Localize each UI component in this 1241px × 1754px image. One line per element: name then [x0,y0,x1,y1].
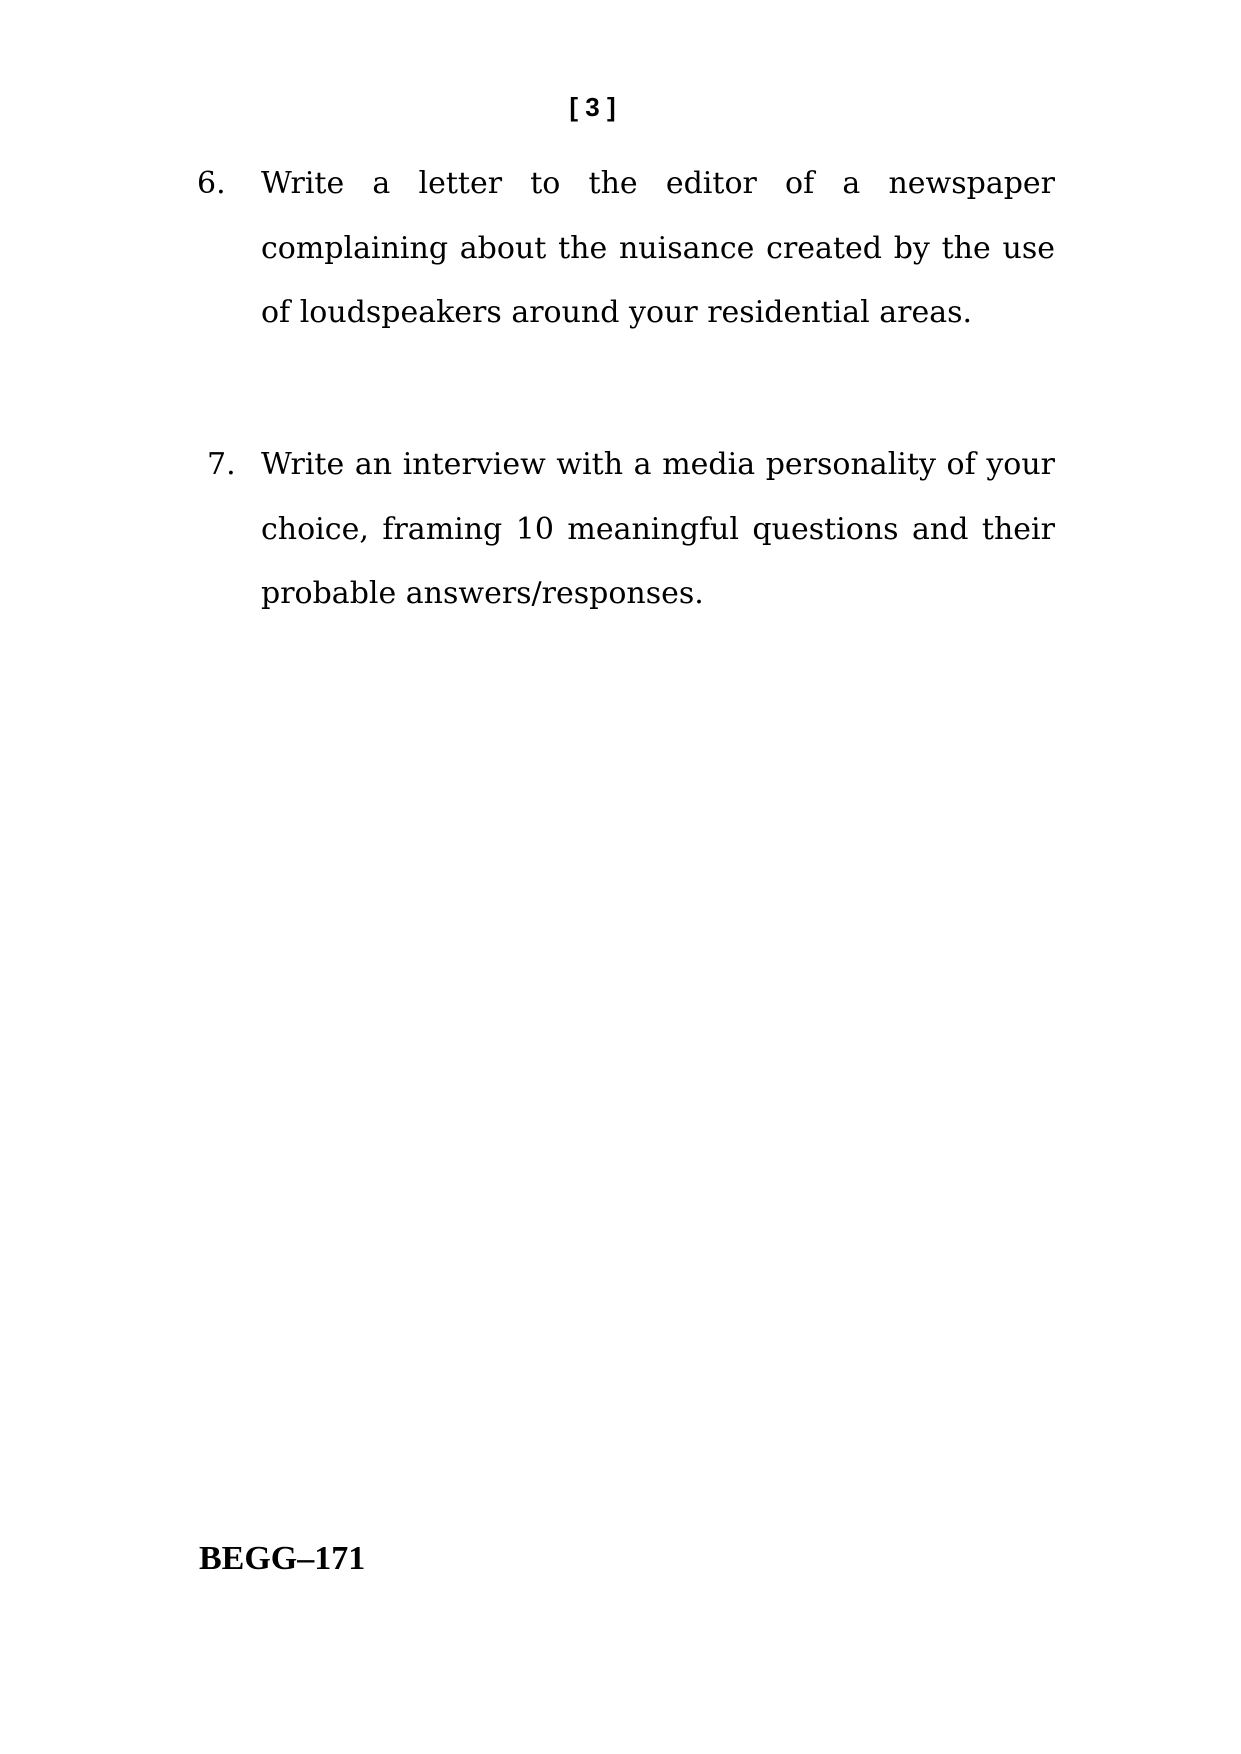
question-6 [197,152,1055,346]
question-text: Write a letter to the editor of a newspaper complaining about the nuisance created by the use of loudspeakers around your residential areas. [261,166,1055,330]
question-7 [197,433,1055,627]
course-code-footer: BEGG–171 [199,1540,366,1577]
question-number: 6. [197,166,226,201]
question-number: 7. [207,447,236,482]
page-number: [ 3 ] [569,92,616,122]
question-text: Write an interview with a media personality of your choice, framing 10 meaningful questions and their probable answers/responses. [261,447,1055,611]
